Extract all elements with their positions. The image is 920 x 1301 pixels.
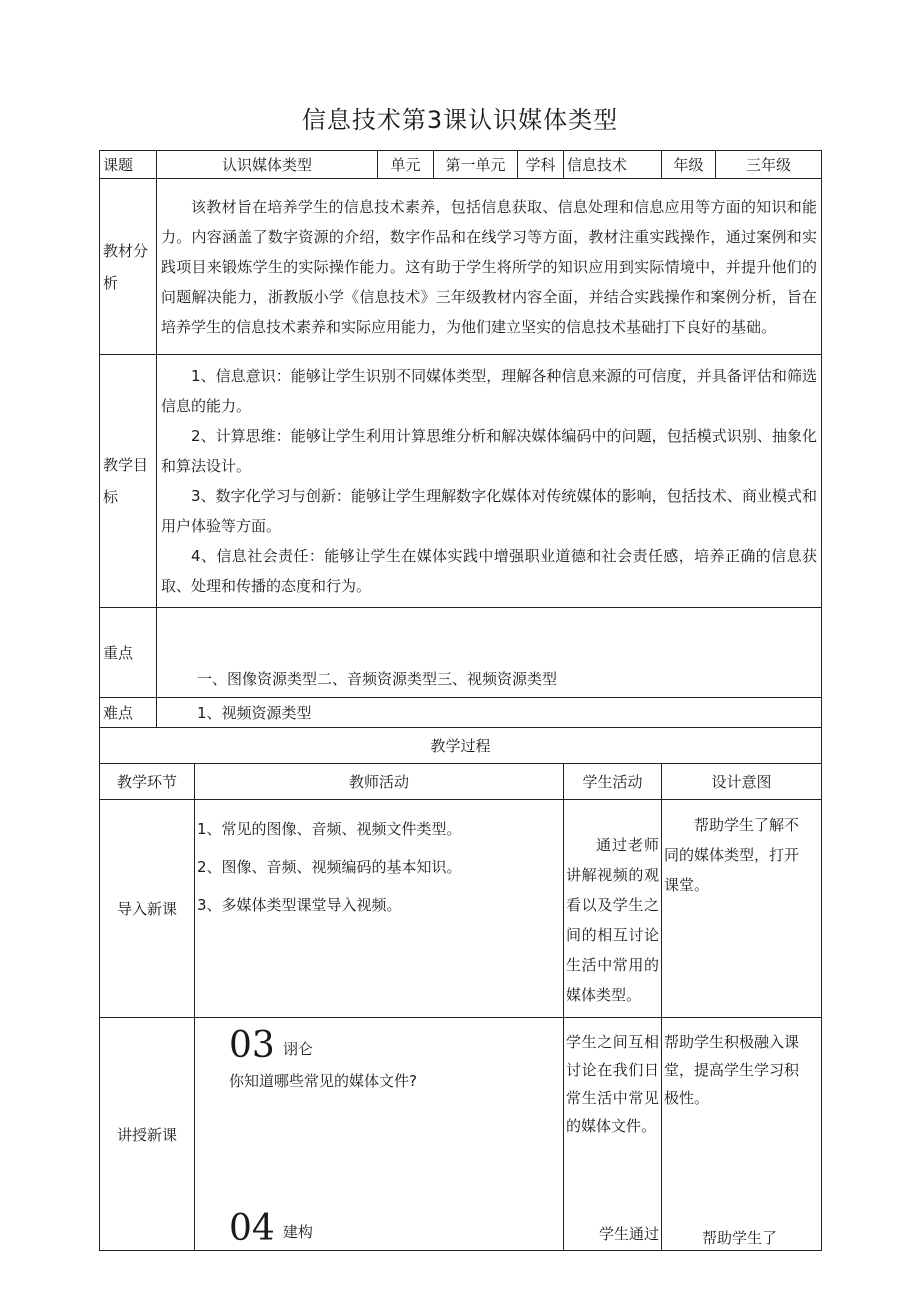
- grade-value: 三年级: [716, 151, 822, 179]
- student-activity: 通过老师讲解视频的观看以及学生之间的相互讨论生活中常用的媒体类型。: [566, 836, 660, 1004]
- teacher-activity-item: 1、常见的图像、音频、视频文件类型。: [197, 820, 462, 838]
- process-header-row: [100, 764, 822, 800]
- intro-stage: 导入新课: [100, 800, 195, 1018]
- objective-item: 2、计算思维：能够让学生利用计算思维分析和解决媒体编码中的问题，包括模式识别、抽象化和算法设计。: [161, 427, 818, 475]
- difficulty-label: 难点: [100, 698, 157, 728]
- student-activity: 学生通过: [599, 1225, 660, 1243]
- student-activity: 学生之间互相讨论在我们日常生活中常见的媒体文件。: [566, 1033, 660, 1135]
- step-number: 03: [229, 1025, 275, 1066]
- objective-item: 3、数字化学习与创新：能够让学生理解数字化媒体对传统媒体的影响，包括技术、商业模式和用户体验等方面。: [161, 487, 818, 535]
- topic-value: 认识媒体类型: [157, 151, 378, 179]
- step-label: 诩仑: [282, 1040, 313, 1058]
- key-points-row: [100, 608, 822, 698]
- intro-row: [100, 800, 822, 1018]
- grade-label: 年级: [662, 151, 716, 179]
- unit-label: 单元: [378, 151, 434, 179]
- step-label: 建构: [282, 1223, 313, 1241]
- col-student: 学生活动: [564, 764, 662, 800]
- header-row: [100, 151, 822, 179]
- key-points-label: 重点: [100, 608, 157, 698]
- col-stage: 教学环节: [100, 764, 195, 800]
- col-teacher: 教师活动: [195, 764, 564, 800]
- design-intent: 帮助学生积极融入课堂，提高学生学习积极性。: [664, 1033, 800, 1107]
- objective-item: 1、信息意识：能够让学生识别不同媒体类型，理解各种信息来源的可信度，并具备评估和筛选信息的能力。: [161, 367, 818, 415]
- teacher-activity-item: 3、多媒体类型课堂导入视频。: [197, 896, 402, 914]
- design-intent: 帮助学生了解不同的媒体类型，打开课堂。: [664, 816, 800, 894]
- analysis-text: 该教材旨在培养学生的信息技术素养，包括信息获取、信息处理和信息应用等方面的知识和能力。内容涵盖了数字资源的介绍，数字作品和在线学习等方面，教材注重实践操作，通过案例和实践项目来锻炼学生的实际操作能力。这有助于学生将所学的知识应用到实际情境中，并提升他们的问题解决能力，浙教版小学《信息技术》三年级教材内容全面，并结合实践操作和案例分析，旨在培养学生的信息技术素养和实际应用能力，为他们建立坚实的信息技术基础打下良好的基础。: [161, 197, 818, 336]
- analysis-label: 教材分析: [100, 179, 157, 355]
- difficulty-text: 1、视频资源类型: [157, 698, 822, 728]
- process-title-row: [100, 728, 822, 764]
- objective-item: 4、信息社会责任：能够让学生在媒体实践中增强职业道德和社会责任感，培养正确的信息获取、处理和传播的态度和行为。: [161, 547, 818, 595]
- col-intent: 设计意图: [662, 764, 822, 800]
- lesson-plan-table: [99, 150, 822, 1251]
- new-lesson-row: [100, 1018, 822, 1251]
- process-title: 教学过程: [100, 728, 822, 764]
- subject-value: 信息技术: [564, 151, 662, 179]
- design-intent: 帮助学生了: [702, 1229, 778, 1247]
- topic-label: 课题: [100, 151, 157, 179]
- difficulty-row: [100, 698, 822, 728]
- objectives-label: 教学目标: [100, 355, 157, 608]
- subject-label: 学科: [518, 151, 564, 179]
- key-points-text: 一、图像资源类型二、音频资源类型三、视频资源类型: [157, 608, 822, 698]
- step-number: 04: [229, 1208, 275, 1249]
- unit-value: 第一单元: [434, 151, 518, 179]
- analysis-row: [100, 179, 822, 355]
- page-title: 信息技术第3课认识媒体类型: [301, 106, 619, 134]
- teacher-activity-item: 2、图像、音频、视频编码的基本知识。: [197, 858, 462, 876]
- objectives-row: [100, 355, 822, 608]
- new-stage: 讲授新课: [100, 1018, 195, 1251]
- step-question: 你知道哪些常见的媒体文件?: [229, 1072, 417, 1090]
